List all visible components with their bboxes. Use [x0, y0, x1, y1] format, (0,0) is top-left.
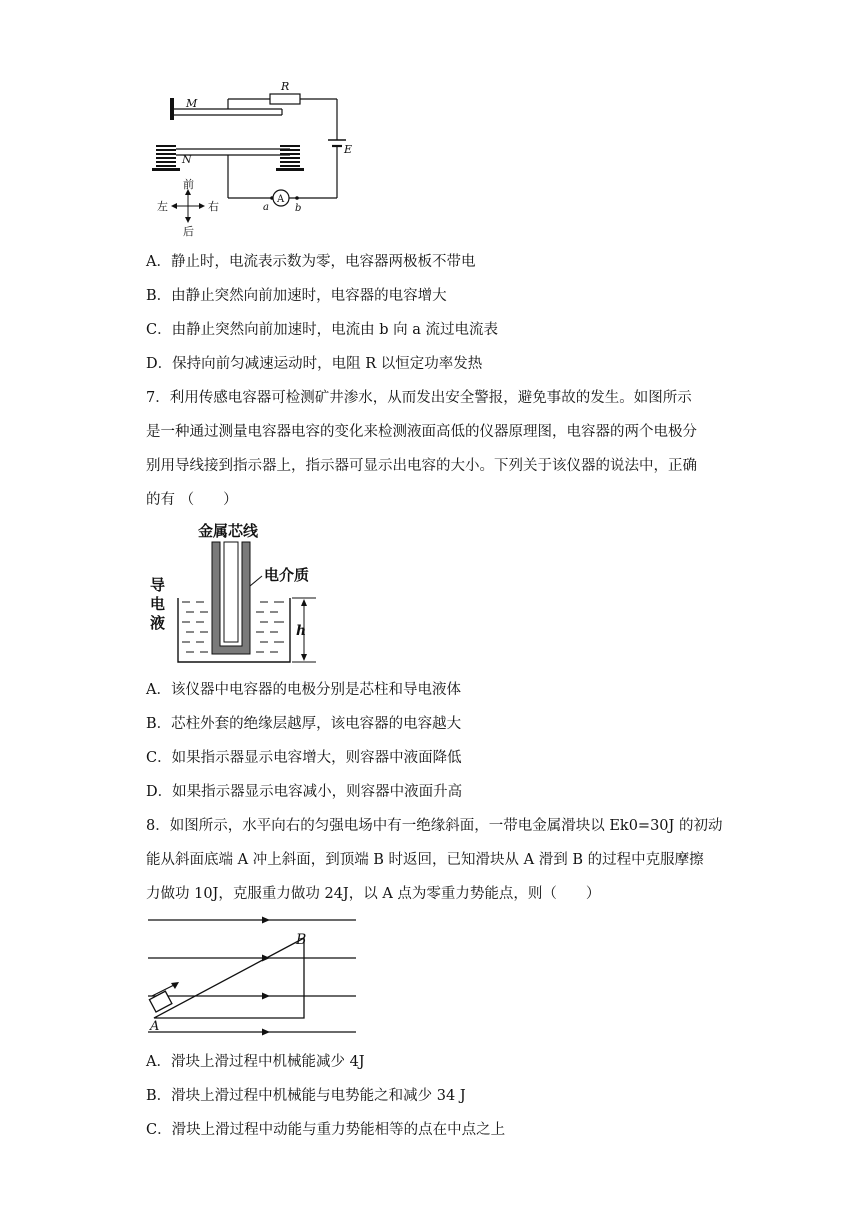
q7-option-a: A．该仪器中电容器的电极分别是芯柱和导电液体	[146, 682, 461, 698]
q7-stem-line-4: 的有 （ ）	[146, 492, 238, 508]
q8-stem-line-3: 力做功 10J，克服重力做功 24J，以 A 点为零重力势能点，则（ ）	[146, 886, 601, 902]
incline-electric-field-diagram	[146, 912, 366, 1042]
q8-option-b: B．滑块上滑过程中机械能与电势能之和减少 34 J	[146, 1088, 466, 1104]
label-M: M	[186, 97, 198, 110]
q7-stem-line-3: 别用导线接到指示器上，指示器可显示出电容的大小。下列关于该仪器的说法中，正确	[146, 458, 697, 474]
label-liquid-1: 导	[150, 576, 166, 594]
q7-stem-line-1: 7．利用传感电容器可检测矿井渗水，从而发出安全警报，避免事故的发生。如图所示	[146, 390, 692, 406]
q6-option-a: A．静止时，电流表示数为零，电容器两极板不带电	[146, 254, 476, 270]
dir-front: 前	[183, 178, 194, 191]
label-liquid-2: 电	[150, 595, 166, 613]
label-metal-core: 金属芯线	[198, 522, 259, 540]
q7-option-d: D．如果指示器显示电容减小，则容器中液面升高	[146, 784, 463, 800]
q8-stem-line-2: 能从斜面底端 A 冲上斜面，到顶端 B 时返回，已知滑块从 A 滑到 B 的过程中克服摩擦	[146, 852, 704, 868]
label-h: h	[296, 623, 307, 639]
label-dielectric: 电介质	[264, 566, 310, 584]
label-E: E	[344, 143, 353, 156]
q7-option-c: C．如果指示器显示电容增大，则容器中液面降低	[146, 750, 462, 766]
label-N: N	[182, 153, 192, 166]
label-R: R	[281, 80, 290, 93]
capacitor-circuit-diagram	[140, 72, 360, 242]
dir-right: 右	[208, 200, 219, 213]
dir-left: 左	[157, 200, 168, 213]
q8-stem-line-1: 8．如图所示，水平向右的匀强电场中有一绝缘斜面，一带电金属滑块以 Ek0=30J 的初动	[146, 818, 723, 834]
label-liquid-3: 液	[150, 614, 166, 632]
q7-option-b: B．芯柱外套的绝缘层越厚，该电容器的电容越大	[146, 716, 462, 732]
q6-option-b: B．由静止突然向前加速时，电容器的电容增大	[146, 288, 447, 304]
q6-option-c: C．由静止突然向前加速时，电流由 b 向 a 流过电流表	[146, 322, 498, 338]
label-A: A	[150, 1019, 160, 1034]
q7-stem-line-2: 是一种通过测量电容器电容的变化来检测液面高低的仪器原理图，电容器的两个电极分	[146, 424, 697, 440]
label-a: a	[263, 202, 269, 213]
q8-option-c: C．滑块上滑过程中动能与重力势能相等的点在中点之上	[146, 1122, 506, 1138]
ammeter-label: A	[277, 194, 285, 205]
liquid-level-sensor-diagram	[146, 520, 346, 670]
q6-option-d: D．保持向前匀减速运动时，电阻 R 以恒定功率发热	[146, 356, 483, 372]
label-B: B	[296, 932, 307, 948]
dir-back: 后	[183, 225, 194, 238]
q8-option-a: A．滑块上滑过程中机械能减少 4J	[146, 1054, 365, 1070]
label-b: b	[295, 203, 302, 214]
